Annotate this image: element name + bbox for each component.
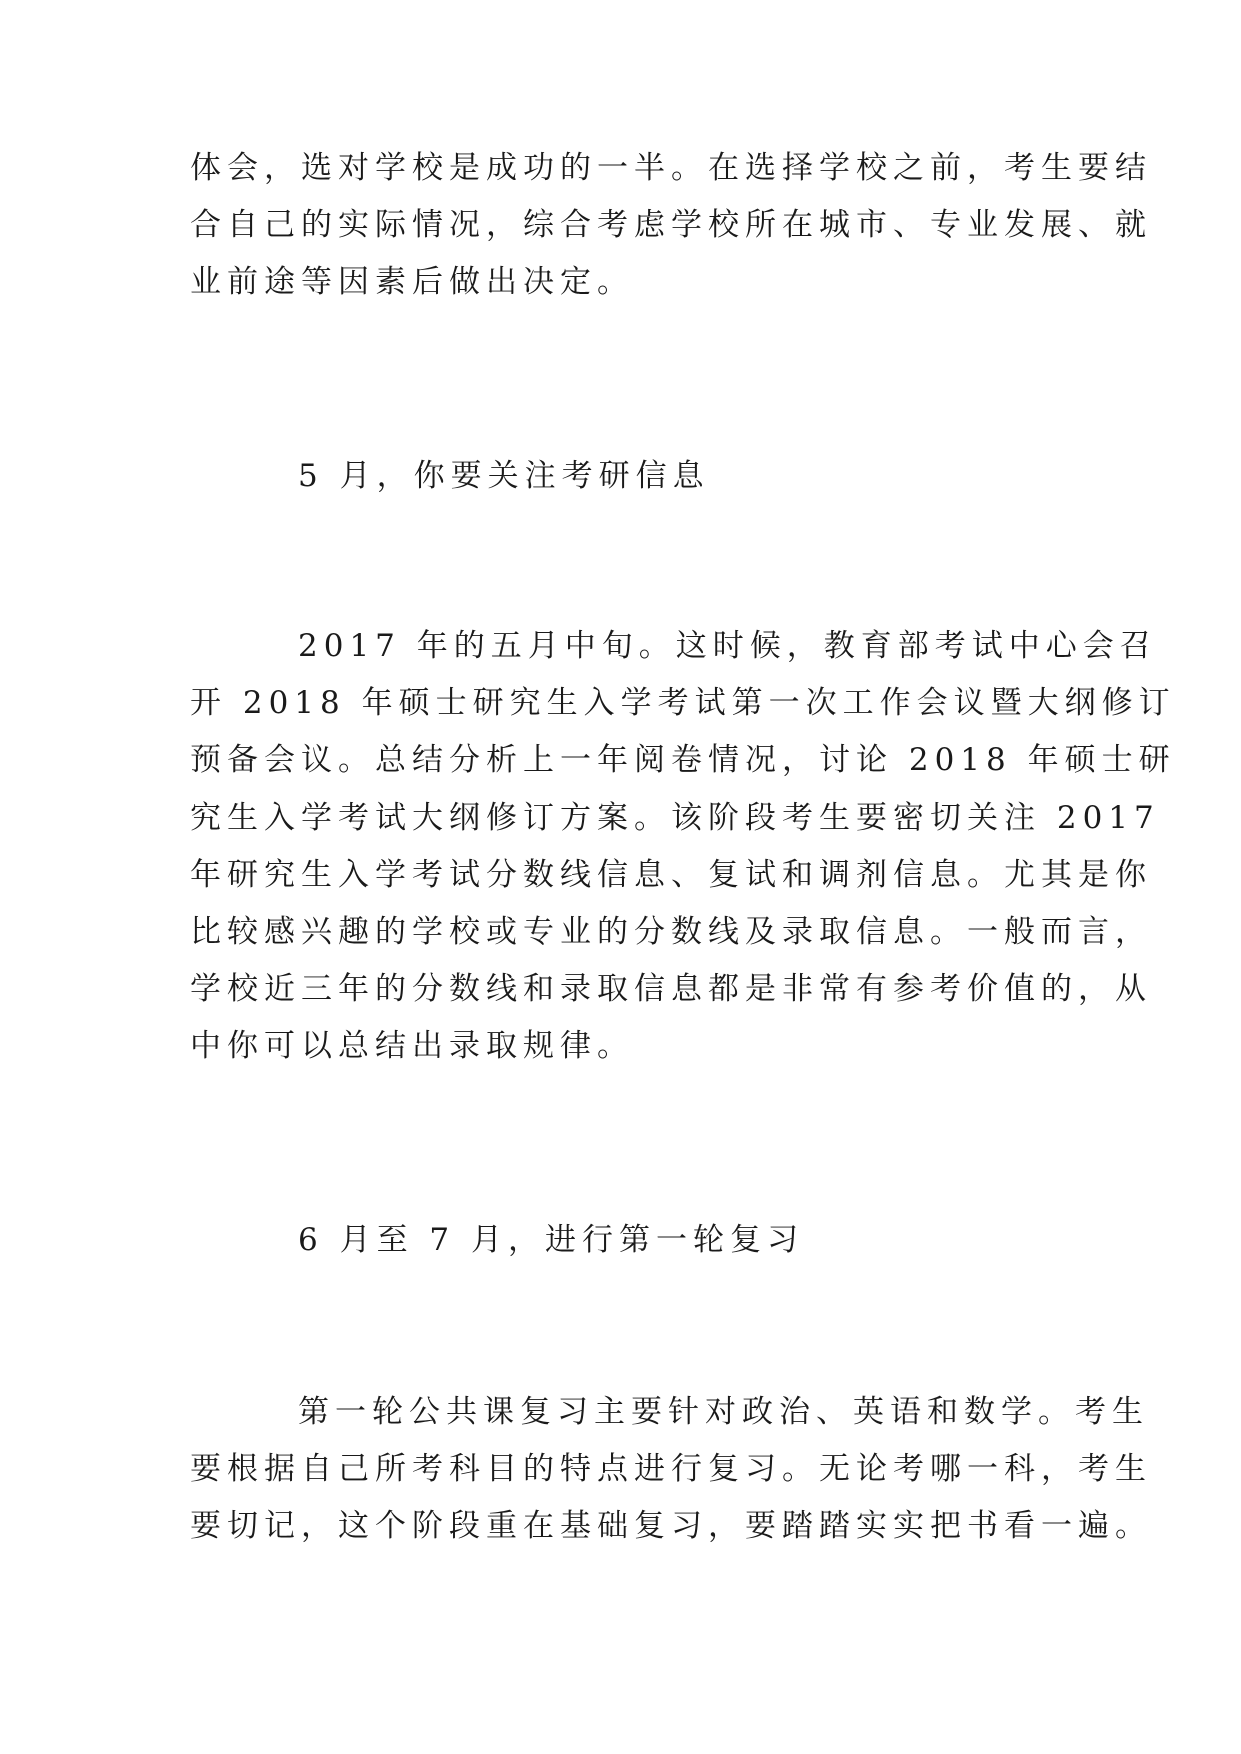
section-heading: 6 月至 7 月，进行第一轮复习 <box>298 1222 805 1258</box>
section-heading: 5 月，你要关注考研信息 <box>298 458 710 494</box>
paragraph-line: 学校近三年的分数线和录取信息都是非常有参考价值的，从 <box>190 971 1152 1007</box>
paragraph-line: 体会，选对学校是成功的一半。在选择学校之前，考生要结 <box>190 150 1152 186</box>
paragraph-line: 究生入学考试大纲修订方案。该阶段考生要密切关注 2017 <box>190 800 1160 836</box>
paragraph-line: 要切记，这个阶段重在基础复习，要踏踏实实把书看一遍。 <box>190 1508 1152 1544</box>
paragraph-line: 比较感兴趣的学校或专业的分数线及录取信息。一般而言， <box>190 914 1152 950</box>
paragraph-line: 中你可以总结出录取规律。 <box>190 1028 634 1064</box>
paragraph-line: 预备会议。总结分析上一年阅卷情况，讨论 2018 年硕士研 <box>190 742 1176 778</box>
paragraph-line: 2017 年的五月中旬。这时候，教育部考试中心会召 <box>298 628 1157 664</box>
paragraph-line: 业前途等因素后做出决定。 <box>190 264 634 300</box>
paragraph-line: 要根据自己所考科目的特点进行复习。无论考哪一科，考生 <box>190 1451 1152 1487</box>
paragraph-line: 合自己的实际情况，综合考虑学校所在城市、专业发展、就 <box>190 207 1152 243</box>
paragraph-line: 年研究生入学考试分数线信息、复试和调剂信息。尤其是你 <box>190 857 1152 893</box>
paragraph-line: 第一轮公共课复习主要针对政治、英语和数学。考生 <box>298 1394 1149 1430</box>
paragraph-line: 开 2018 年硕士研究生入学考试第一次工作会议暨大纲修订 <box>190 685 1176 721</box>
